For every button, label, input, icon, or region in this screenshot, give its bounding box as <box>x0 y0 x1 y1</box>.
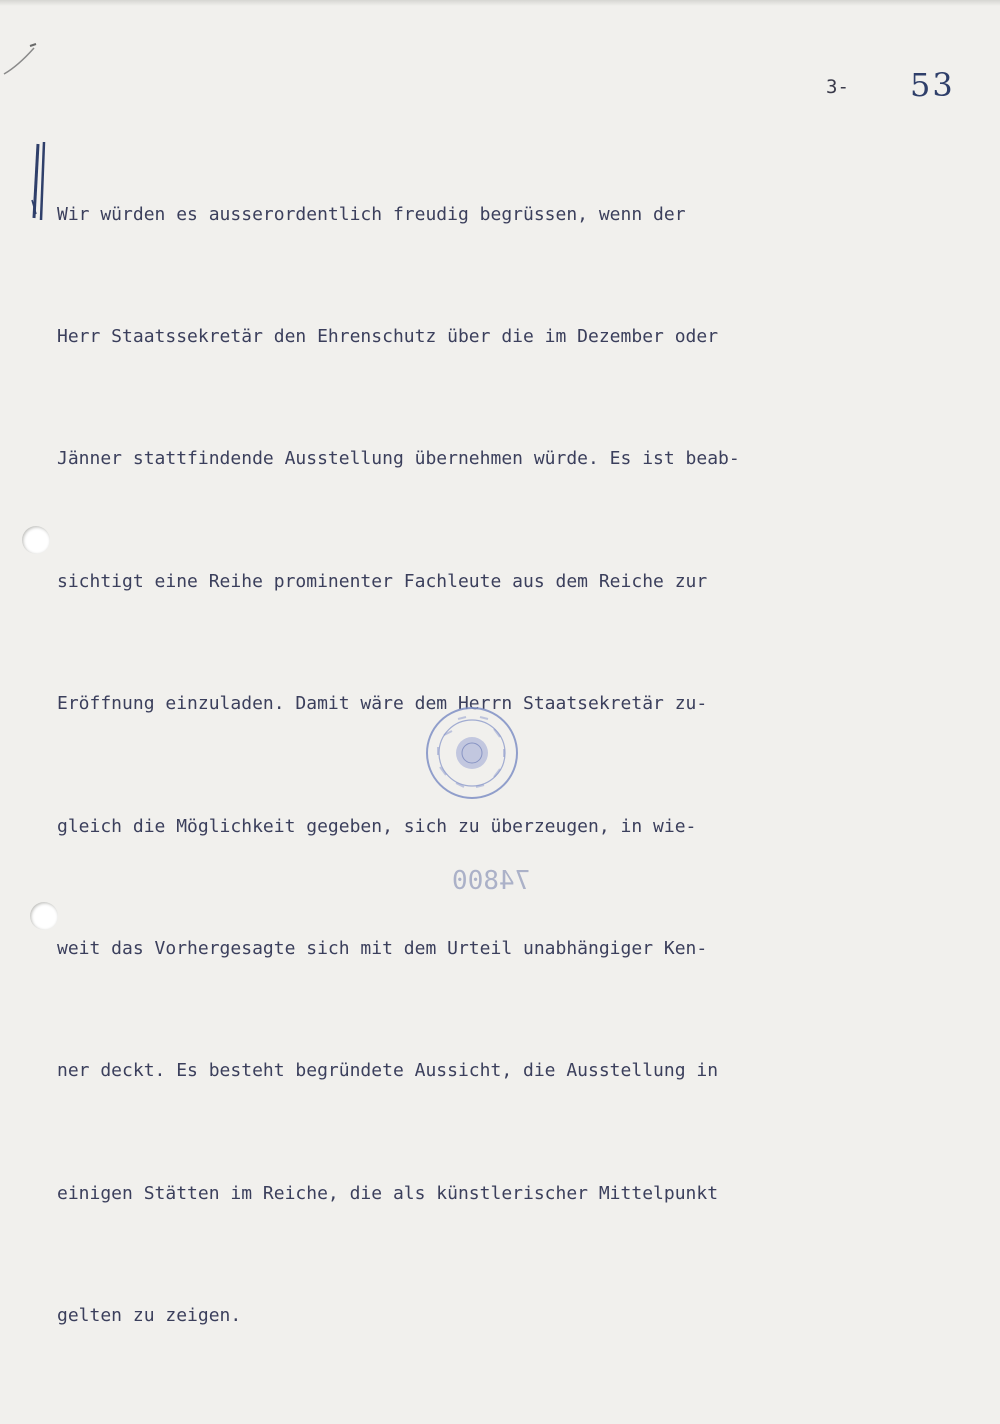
page-number: 3- <box>826 76 849 98</box>
punch-hole-top <box>22 526 50 554</box>
archive-number-mirrored: 74800 <box>452 866 531 896</box>
letter-line: ner deckt. Es besteht begründete Aussicht, die Ausstellung in <box>57 1060 719 1082</box>
letter-line: sichtigt eine Reihe prominenter Fachleute aus dem Reiche zur <box>57 570 708 592</box>
punch-hole-bottom <box>30 902 58 930</box>
letter-line: Wir würden es ausserordentlich freudig begrüssen, wenn der <box>57 203 686 225</box>
letter-line: Herr Staatssekretär den Ehrenschutz über die im Dezember oder <box>57 325 719 347</box>
letter-line: einigen Stätten im Reiche, die als künstlerischer Mittelpunkt <box>57 1182 719 1204</box>
margin-highlight-mark <box>28 140 58 230</box>
letter-line: weit das Vorhergesagte sich mit dem Urteil unabhängiger Ken- <box>57 937 708 959</box>
page-top-edge <box>0 0 1000 6</box>
letter-line: gelten zu zeigen. <box>57 1305 242 1327</box>
letter-line: gleich die Möglichkeit gegeben, sich zu überzeugen, in wie- <box>57 815 697 837</box>
archive-stamp-icon <box>424 705 520 801</box>
letter-line: Eröffnung einzuladen. Damit wäre dem Herrn Staatsekretär zu- <box>57 693 708 715</box>
corner-pencil-mark <box>0 40 40 90</box>
letter-line: Jänner stattfindende Ausstellung übernehmen würde. Es ist beab- <box>57 448 740 470</box>
folio-number: 53 <box>910 66 955 104</box>
